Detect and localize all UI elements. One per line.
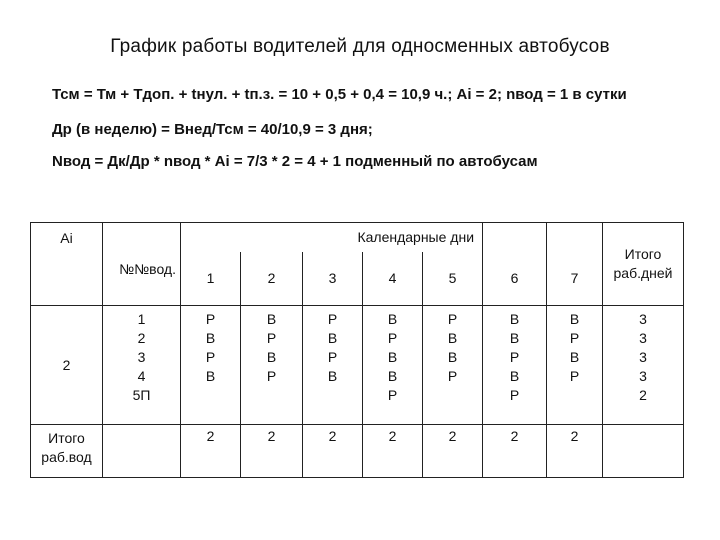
schedule-cell: Р (509, 349, 520, 365)
header-total-line2: раб.дней (613, 265, 673, 281)
footer-drivers-per-day: 2 (483, 425, 547, 478)
day-5-column (423, 306, 483, 425)
driver-count-formula: Nвод = Дк/Др * nвод * Ai = 7/3 * 2 = 4 + 1 подменный по автобусам (52, 153, 538, 170)
header-calendar-spacer (483, 223, 547, 253)
schedule-cell: Р (447, 368, 458, 384)
total-work-days: 3 (639, 330, 647, 346)
footer-drivers-per-day: 2 (363, 425, 423, 478)
shift-duration-formula: Тсм = Тм + Тдоп. + tнул. + tп.з. = 10 + 0,5 + 0,4 = 10,9 ч.; Ai = 2; nвод = 1 в сутки (52, 86, 627, 103)
total-work-days: 3 (639, 368, 647, 384)
schedule-cell: В (509, 368, 520, 384)
footer-drivers-per-day: 2 (181, 425, 241, 478)
schedule-cell: Р (569, 368, 580, 384)
header-day: 7 (547, 252, 603, 305)
schedule-cell (303, 386, 362, 405)
footer-total-drivers-label (31, 425, 103, 478)
schedule-cell: В (327, 330, 338, 346)
footer-drivers-per-day: 2 (303, 425, 363, 478)
schedule-cell: В (509, 330, 520, 346)
footer-empty-cell (103, 425, 181, 478)
day-6-column (483, 306, 547, 425)
schedule-cell: Р (509, 387, 520, 403)
header-day: 6 (483, 252, 547, 305)
schedule-cell (241, 386, 302, 405)
schedule-cell: В (266, 311, 277, 327)
footer-label-line2: раб.вод (41, 449, 92, 465)
schedule-cell: В (387, 349, 398, 365)
total-work-days-column (603, 306, 684, 425)
schedule-cell (547, 386, 602, 405)
header-calendar-days: Календарные дни (181, 223, 483, 253)
schedule-cell: В (387, 368, 398, 384)
schedule-cell: В (387, 311, 398, 327)
day-1-column (181, 306, 241, 425)
driver-number: 2 (137, 330, 146, 346)
footer-empty-cell (603, 425, 684, 478)
schedule-cell: В (569, 349, 580, 365)
day-7-column (547, 306, 603, 425)
day-3-column (303, 306, 363, 425)
schedule-cell: В (447, 349, 458, 365)
schedule-cell: Р (327, 311, 338, 327)
schedule-cell: В (205, 330, 216, 346)
footer-drivers-per-day: 2 (423, 425, 483, 478)
schedule-cell: Р (447, 311, 458, 327)
header-driver-number: №№вод. (103, 223, 181, 306)
header-day: 4 (363, 252, 423, 305)
header-total-work-days (603, 223, 684, 306)
schedule-cell: В (447, 330, 458, 346)
driver-number: 5П (132, 387, 151, 403)
total-work-days: 3 (639, 349, 647, 365)
header-day: 1 (181, 252, 241, 305)
schedule-cell: В (569, 311, 580, 327)
schedule-cell: В (509, 311, 520, 327)
schedule-cell: В (327, 368, 338, 384)
schedule-cell: Р (205, 311, 216, 327)
schedule-cell: Р (266, 368, 277, 384)
ai-value: 2 (31, 306, 103, 425)
schedule-cell: Р (387, 387, 398, 403)
schedule-cell: Р (327, 349, 338, 365)
schedule-cell: В (205, 368, 216, 384)
total-work-days: 3 (639, 311, 647, 327)
schedule-cell (181, 386, 240, 405)
header-day: 5 (423, 252, 483, 305)
footer-label-line1: Итого (48, 430, 85, 446)
footer-drivers-per-day: 2 (241, 425, 303, 478)
schedule-cell: Р (569, 330, 580, 346)
schedule-table (30, 222, 684, 478)
driver-number: 3 (137, 349, 146, 365)
schedule-cell: В (266, 349, 277, 365)
driver-numbers-column (103, 306, 181, 425)
page-title: График работы водителей для односменных автобусов (110, 36, 610, 57)
footer-drivers-per-day: 2 (547, 425, 603, 478)
header-calendar-spacer (547, 223, 603, 253)
work-days-formula: Др (в неделю) = Внед/Тсм = 40/10,9 = 3 дня; (52, 121, 373, 138)
header-ai: Ai (31, 223, 103, 306)
header-day: 2 (241, 252, 303, 305)
total-work-days: 2 (639, 387, 647, 403)
schedule-cell (423, 386, 482, 405)
driver-number: 1 (137, 311, 146, 327)
day-4-column (363, 306, 423, 425)
schedule-cell: Р (205, 349, 216, 365)
header-day: 3 (303, 252, 363, 305)
driver-number: 4 (137, 368, 146, 384)
schedule-cell: Р (387, 330, 398, 346)
header-total-line1: Итого (624, 246, 662, 262)
schedule-cell: Р (266, 330, 277, 346)
day-2-column (241, 306, 303, 425)
